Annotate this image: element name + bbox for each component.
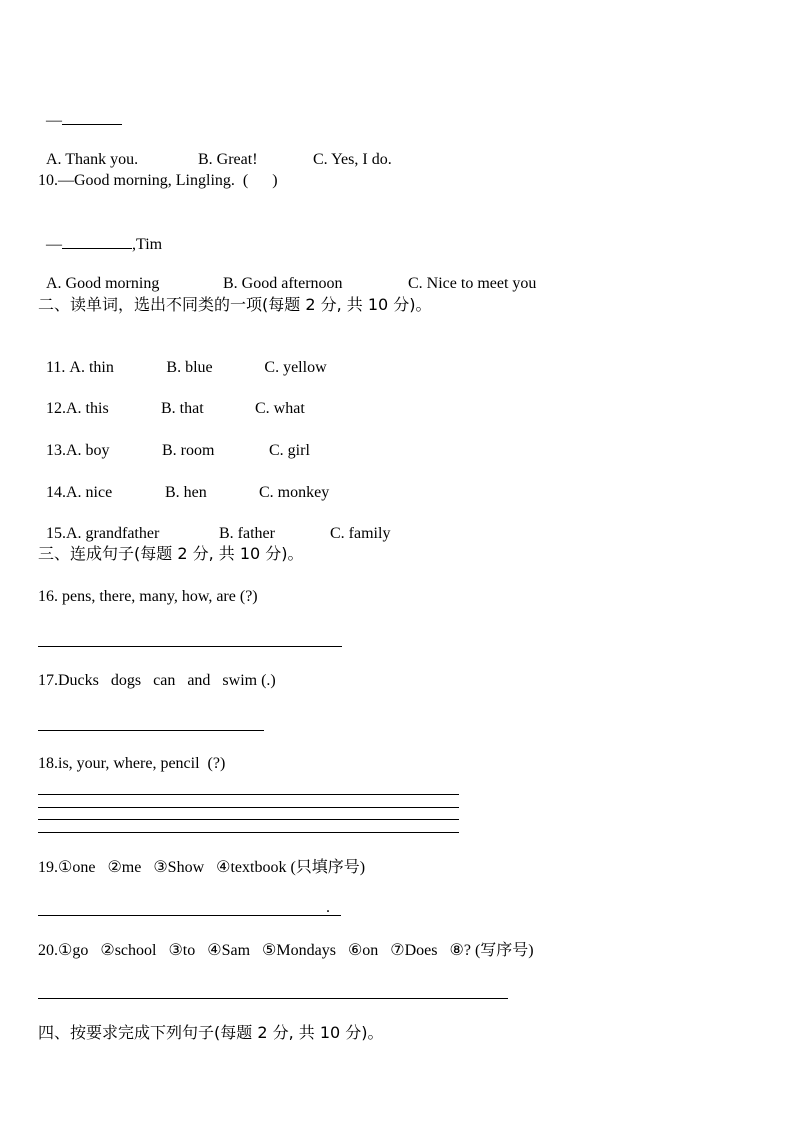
q19-answer-line[interactable] (38, 915, 341, 916)
q13-number: 13. (46, 442, 66, 459)
q19-period: . (326, 899, 330, 916)
q20-prompt: 20.①go ②school ③to ④Sam ⑤Mondays ⑥on ⑦Does ⑧? (写序号) (38, 942, 534, 959)
q12-row (38, 379, 305, 419)
q11-option-b: B. blue (166, 359, 213, 376)
q14-option-a: A. nice (66, 484, 113, 501)
q18-prompt: 18.is, your, where, pencil (?) (38, 755, 226, 772)
q15-number: 15. (46, 525, 66, 542)
dash: — (46, 236, 62, 253)
q9-blank[interactable] (62, 108, 122, 125)
q10-blank[interactable] (62, 232, 132, 249)
q12-option-a: A. this (66, 400, 109, 417)
q16-prompt: 16. pens, there, many, how, are (?) (38, 588, 258, 605)
q11-row (38, 338, 327, 378)
q10-answer-line (38, 212, 162, 255)
q15-option-c: C. family (330, 525, 391, 542)
section-3-title: 三、连成句子(每题 2 分, 共 10 分)。 (38, 544, 304, 563)
q13-row (38, 421, 310, 461)
q9-answer-line (38, 88, 122, 131)
q10-option-b: B. Good afternoon (223, 275, 343, 292)
q16-answer-line[interactable] (38, 646, 342, 647)
q11-option-a: A. thin (69, 359, 114, 376)
q14-number: 14. (46, 484, 66, 501)
q17-answer-line[interactable] (38, 730, 264, 731)
q12-number: 12. (46, 400, 66, 417)
q20-answer-line[interactable] (38, 998, 508, 999)
q14-option-b: B. hen (165, 484, 207, 501)
q9-options (38, 130, 392, 170)
q18-answer-line-3[interactable] (38, 819, 459, 820)
section-4-title: 四、按要求完成下列句子(每题 2 分, 共 10 分)。 (38, 1023, 384, 1042)
q10-prompt: 10.—Good morning, Lingling. ( ) (38, 172, 278, 189)
q17-prompt: 17.Ducks dogs can and swim (.) (38, 672, 276, 689)
q19-prompt: 19.①one ②me ③Show ④textbook (只填序号) (38, 859, 366, 876)
q12-option-b: B. that (161, 400, 204, 417)
q18-answer-line-2[interactable] (38, 807, 459, 808)
dash: — (46, 112, 62, 129)
q13-option-b: B. room (162, 442, 215, 459)
q15-option-a: A. grandfather (66, 525, 160, 542)
q13-option-a: A. boy (66, 442, 110, 459)
q15-row (38, 504, 390, 544)
q18-answer-line-1[interactable] (38, 794, 459, 795)
q14-option-c: C. monkey (259, 484, 330, 501)
q9-option-b: B. Great! (198, 151, 258, 168)
q15-option-b: B. father (219, 525, 275, 542)
q9-option-a: A. Thank you. (46, 151, 139, 168)
q10-option-c: C. Nice to meet you (408, 275, 537, 292)
q14-row (38, 463, 329, 503)
q12-option-c: C. what (255, 400, 305, 417)
q10-option-a: A. Good morning (46, 275, 160, 292)
q18-answer-line-4[interactable] (38, 832, 459, 833)
section-2-title: 二、读单词，选出不同类的一项(每题 2 分, 共 10 分)。 (38, 295, 432, 314)
q10-answer-suffix: ,Tim (132, 236, 163, 253)
q11-option-c: C. yellow (264, 359, 327, 376)
q9-option-c: C. Yes, I do. (313, 151, 392, 168)
q11-number: 11. (46, 359, 70, 376)
q13-option-c: C. girl (269, 442, 310, 459)
q10-options (38, 254, 536, 294)
